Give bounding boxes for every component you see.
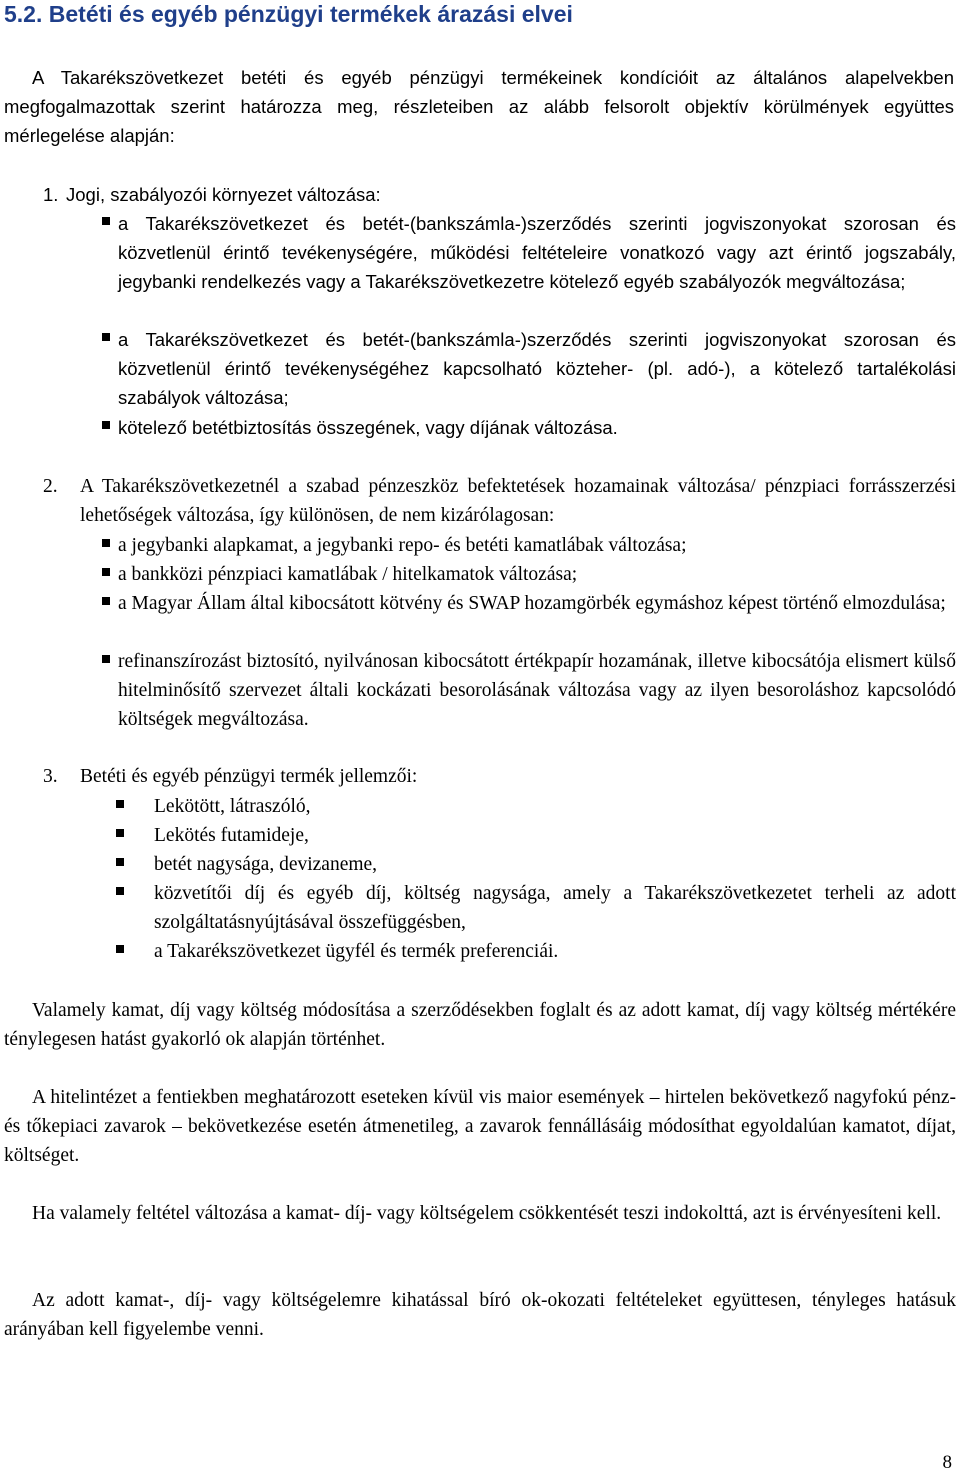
list-item-text: a Takarékszövetkezet és betét-(bankszámla-)szerződés szerinti jogviszonyokat szorosan és közvetlenül érintő tevékenységéhez kapcsolható közteher- (pl. adó-), a kötelező tartalékolási szabályok változása; (118, 329, 956, 408)
square-bullet-icon (102, 655, 110, 663)
section-1-number: 1. (43, 184, 59, 205)
list-item-text: kötelező betétbiztosítás összegének, vagy díjának változása. (118, 417, 618, 438)
square-bullet-icon (116, 800, 124, 808)
square-bullet-icon (102, 597, 110, 605)
square-bullet-icon (116, 945, 124, 953)
paragraph: Ha valamely feltétel változása a kamat- díj- vagy költségelem csökkentését teszi indokolttá, azt is érvényesíteni kell. (32, 1203, 942, 1224)
paragraph: A hitelintézet a fentiekben meghatározott eseteken kívül vis maior események – hirtelen bekövetkező nagyfokú pénz- és tőkepiaci zavarok – bekövetkezése esetén átmenetileg, a zavarok fennállásáig módosíthat egyoldalúan kamatot, díjat, költséget. (4, 1087, 956, 1166)
list-item-text: a jegybanki alapkamat, a jegybanki repo- és betéti kamatlábak változása; (118, 535, 687, 556)
intro-paragraph: A Takarékszövetkezet betéti és egyéb pénzügyi termékeinek kondícióit az általános alapelvekben megfogalmazottak szerint határozza meg, részleteiben az alább felsorolt objektív körülmények együttes mérlegelése alapján: (4, 67, 954, 146)
list-item-text: a Takarékszövetkezet és betét-(bankszámla-)szerződés szerinti jogviszonyokat szorosan és közvetlenül érintő tevékenységére, működési feltételeire vonatkozó vagy azt érintő jogszabály, jegybanki rendelkezés vagy a Takarékszövetkezetre kötelező egyéb szabályozók megváltozása; (118, 213, 956, 292)
page-number: 8 (942, 1452, 952, 1473)
square-bullet-icon (116, 829, 124, 837)
section-2-number: 2. (43, 476, 58, 497)
square-bullet-icon (102, 539, 110, 547)
list-item-text: Lekötött, látraszóló, (154, 796, 311, 817)
list-item-text: refinanszírozást biztosító, nyilvánosan kibocsátott értékpapír hozamának, illetve kibocsátója elismert külső hitelminősítő szervezet általi kockázati besorolásának változása vagy az ilyen besoroláshoz kapcsolódó költségek megváltozása. (118, 651, 956, 730)
list-item-text: a Magyar Állam által kibocsátott kötvény és SWAP hozamgörbék egymáshoz képest történő elmozdulása; (118, 593, 946, 614)
list-item-text: a Takarékszövetkezet ügyfél és termék preferenciái. (154, 941, 559, 962)
paragraph: Valamely kamat, díj vagy költség módosítása a szerződésekben foglalt és az adott kamat, díj vagy költség mértékére ténylegesen hatást gyakorló ok alapján történhet. (4, 1000, 956, 1050)
section-3-title: Betéti és egyéb pénzügyi termék jellemzői: (80, 766, 418, 787)
square-bullet-icon (102, 217, 110, 225)
section-1-title: Jogi, szabályozói környezet változása: (66, 184, 381, 205)
paragraph: Az adott kamat-, díj- vagy költségelemre kihatással bíró ok-okozati feltételeket együttesen, tényleges hatásuk arányában kell figyelembe venni. (4, 1290, 956, 1340)
square-bullet-icon (116, 858, 124, 866)
section-3-number: 3. (43, 766, 58, 787)
square-bullet-icon (102, 333, 110, 341)
list-item-text: betét nagysága, devizaneme, (154, 854, 378, 875)
list-item-text: közvetítői díj és egyéb díj, költség nagysága, amely a Takarékszövetkezetet terheli az adott szolgáltatásnyújtásával összefüggésben, (154, 883, 956, 933)
section-heading: 5.2. Betéti és egyéb pénzügyi termékek árazási elvei (4, 1, 573, 27)
section-2-title: A Takarékszövetkezetnél a szabad pénzeszköz befektetések hozamainak változása/ pénzpiaci forrásszerzési lehetőségek változása, így különösen, de nem kizárólagosan: (80, 476, 956, 526)
list-item-text: a bankközi pénzpiaci kamatlábak / hitelkamatok változása; (118, 564, 578, 585)
list-item-text: Lekötés futamideje, (154, 825, 309, 846)
square-bullet-icon (102, 568, 110, 576)
square-bullet-icon (116, 887, 124, 895)
square-bullet-icon (102, 421, 110, 429)
